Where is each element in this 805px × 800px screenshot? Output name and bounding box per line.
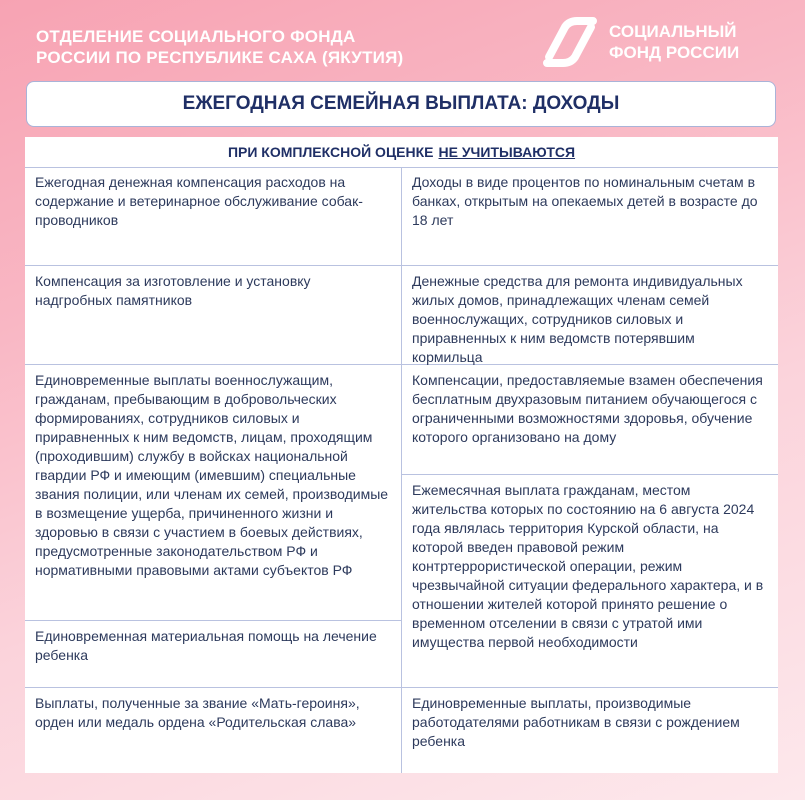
left-cell-2: Компенсация за изготовление и установку надгробных памятников	[35, 273, 311, 308]
right-cell-5: Единовременные выплаты, производимые работодателями работникам в связи с рождением ребенка	[412, 695, 740, 749]
right-cell-3: Компенсации, предоставляемые взамен обеспечения бесплатным двухразовым питанием обучающегося с ограниченными возможностями здоровья, обучение которого организовано на дому	[412, 372, 763, 445]
org-title	[36, 26, 403, 68]
brand	[541, 14, 739, 70]
brand-name	[609, 21, 739, 63]
right-cell-1: Доходы в виде процентов по номинальным счетам в банках, открытым на опекаемых детей в возрасте до 18 лет	[412, 174, 758, 228]
org-title-line2: РОССИИ ПО РЕСПУБЛИКЕ САХА (ЯКУТИЯ)	[36, 48, 404, 67]
page-title: ЕЖЕГОДНАЯ СЕМЕЙНАЯ ВЫПЛАТА: ДОХОДЫ	[26, 81, 776, 127]
brand-line2: ФОНД РОССИИ	[609, 43, 740, 62]
right-cell-4: Ежемесячная выплата гражданам, местом жительства которых по состоянию на 6 августа 2024 года являлась территория Курской области, на которой введен правовой режим контртеррористической операции, режим чрезвычайной ситуации федерального характера, и в отношении жителей которой принято решение о временном отселении в связи с утратой ими имущества первой необходимости	[412, 482, 764, 650]
sfr-logo-icon	[541, 17, 599, 67]
income-table	[25, 137, 778, 773]
left-cell-5: Выплаты, полученные за звание «Мать-героиня», орден или медаль ордена «Родительская слава»	[35, 695, 360, 730]
table-header-emphasis: НЕ УЧИТЫВАЮТСЯ	[438, 144, 576, 160]
table-header-prefix: ПРИ КОМПЛЕКСНОЙ ОЦЕНКЕ	[227, 144, 434, 160]
table-header	[25, 137, 778, 168]
org-title-line1: ОТДЕЛЕНИЕ СОЦИАЛЬНОГО ФОНДА	[36, 27, 356, 46]
left-cell-1: Ежегодная денежная компенсация расходов на содержание и ветеринарное обслуживание собак-проводников	[35, 174, 363, 228]
right-cell-2: Денежные средства для ремонта индивидуальных жилых домов, принадлежащих членам семей военнослужащих, сотрудников силовых и приравненных к ним ведомств потерявшим кормильца	[412, 273, 743, 365]
left-cell-3: Единовременные выплаты военнослужащим, гражданам, пребывающим в добровольческих формированиях, сотрудников силовых и приравненных к ним ведомств, лицам, проходящим (проходившим) службу в войсках национальной гвардии РФ и имеющим (имевшим) специальные звания полиции, или членам их семей, производимые в возмещение ущерба, причиненного жизни и здоровью в связи с участием в боевых действиях, предусмотренные законодательством РФ и нормативными правовыми актами субъектов РФ	[35, 372, 389, 578]
left-cell-4: Единовременная материальная помощь на лечение ребенка	[35, 628, 377, 663]
brand-line1: СОЦИАЛЬНЫЙ	[609, 22, 737, 41]
